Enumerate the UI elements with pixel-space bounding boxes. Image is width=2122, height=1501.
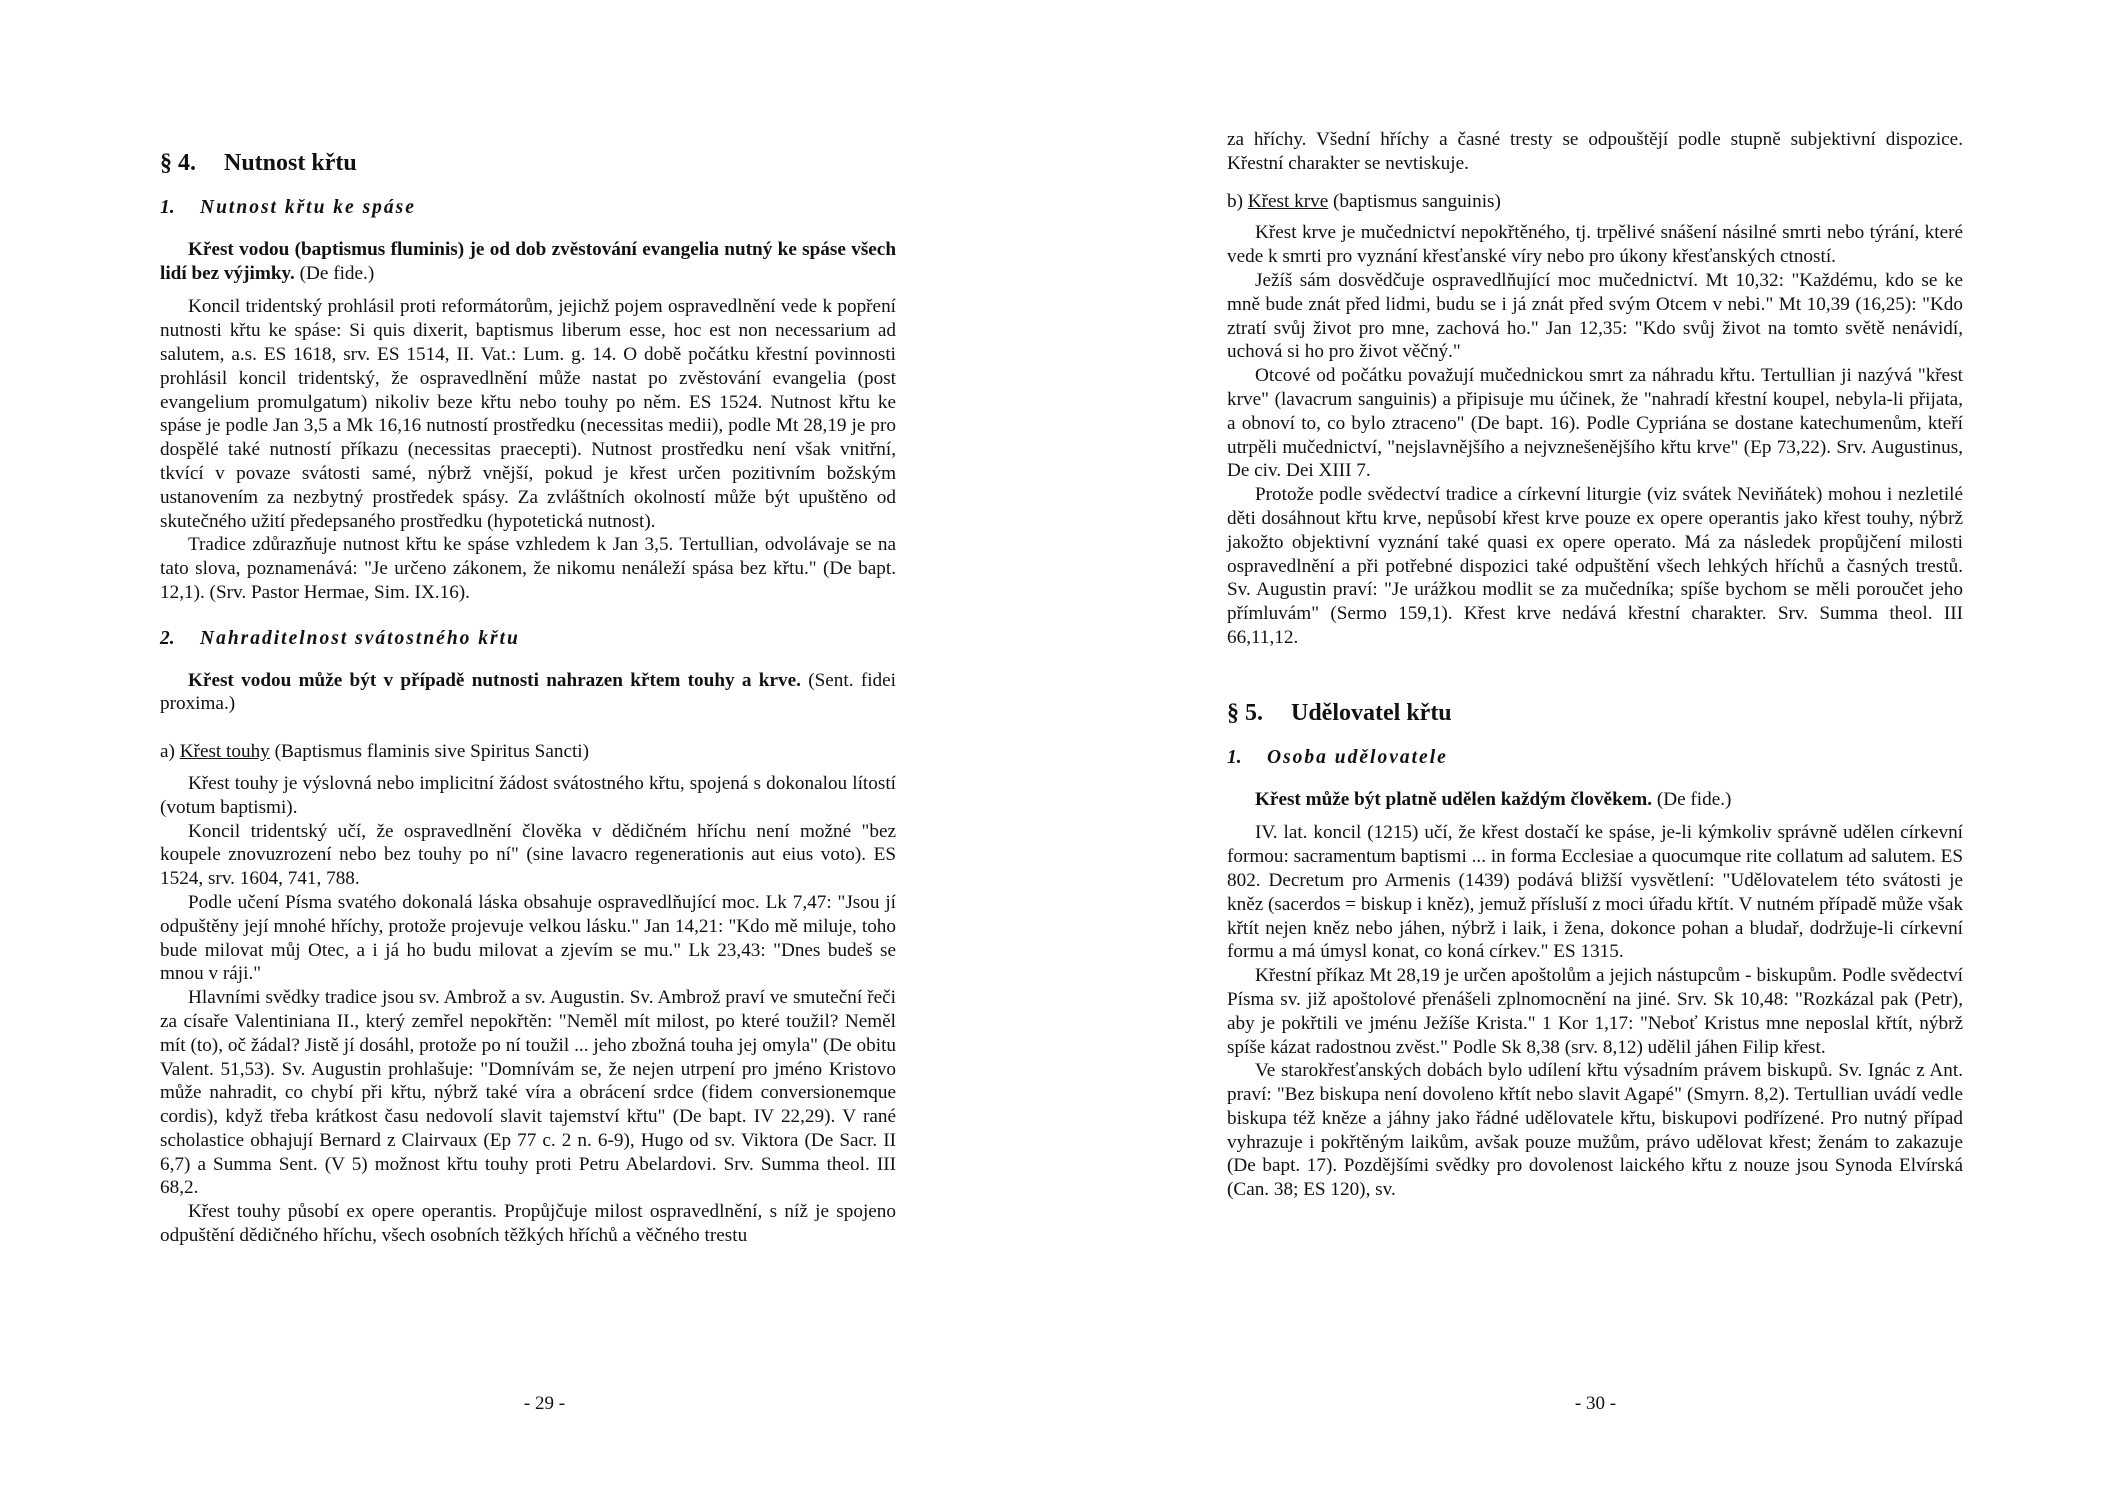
subsection-title: Nutnost křtu ke spáse bbox=[200, 197, 416, 218]
thesis-bold: Křest vodou může být v případě nutnosti nahrazen křtem touhy a krve. bbox=[188, 669, 801, 691]
item-rest: (Baptismus flaminis sive Spiritus Sancti) bbox=[269, 741, 590, 763]
thesis-statement bbox=[160, 669, 896, 717]
paragraph: Ve starokřesťanských dobách bylo udílení křtu výsadním právem biskupů. Sv. Ignác z Ant. praví: "Bez biskupa není dovoleno křtít nebo slavit Agapé" (Smyrn. 8,2). Tertullian uvádí vedle biskupa též kněze a jáhny jako řádné udělovatele křtu, biskupovi podřízené. Pro nutný případ vyhrazuje i pokřtěným laikům, avšak pouze mužům, právo udělovat křest; ženám to zakazuje (De bapt. 17). Pozdějšími svědky pro dovolenost laického křtu z nouze jsou Synoda Elvírská (Can. 38; ES 120), sv. bbox=[1227, 1060, 1963, 1201]
paragraph: Křest krve je mučednictví nepokřtěného, tj. trpělivé snášení násilné smrti nebo týrání, které vede k smrti pro vyznání křesťanské víry nebo pro úkony křesťanských ctností. bbox=[1227, 222, 1963, 268]
paragraph: Křest touhy působí ex opere operantis. Propůjčuje milost ospravedlnění, s níž je spojeno odpuštění dědičného hříchu, všech osobních těžkých hříchů a věčného trestu bbox=[160, 1201, 896, 1247]
paragraph: Křestní příkaz Mt 28,19 je určen apoštolům a jejich nástupcům - biskupům. Podle svědectví Písma sv. již apoštolové přenášeli zplnomocnění na jiné. Srv. Sk 10,48: "Rozkázal pak (Petr), aby je pokřtili ve jménu Ježíše Krista." 1 Kor 1,17: "Neboť Kristus mne neposlal křtít, nýbrž spíše kázat radostnou zvěst." Podle Sk 8,38 (srv. 8,12) udělil jáhen Filip křest. bbox=[1227, 965, 1963, 1058]
section-heading bbox=[1227, 698, 1963, 728]
thesis-bold: Křest vodou (baptismus fluminis) je od dob zvěstování evangelia nutný ke spáse všech lidí bez výjimky. bbox=[160, 238, 896, 284]
paragraph: Protože podle svědectví tradice a církevní liturgie (viz svátek Neviňátek) mohou i nezletilé děti dosáhnout křtu krve, nepůsobí křest krve pouze ex opere operantis jako křest touhy, nýbrž jakožto objektivní vyznání také quasi ex opere operato. Má za následek propůjčení milosti ospravedlnění a při potřebné dispozici také odpuštění všech lehkých hříchů a časných trestů. Sv. Augustin praví: "Je urážkou modlit se za mučedníka; spíše bychom se měli poroučet jeho přímluvám" (Sermo 159,1). Křest krve nedává křestní charakter. Srv. Summa theol. III 66,11,12. bbox=[1227, 484, 1963, 648]
subsection-number: 1. bbox=[1227, 746, 1242, 768]
right-page bbox=[1061, 0, 2122, 1501]
thesis-statement bbox=[160, 238, 896, 286]
paragraph: IV. lat. koncil (1215) učí, že křest dostačí ke spáse, je-li kýmkoliv správně udělen církevní formou: sacramentum baptismi ... in forma Ecclesiae a quocumque rite collatum ad salutem. ES 802. Decretum pro Armenis (1439) podává bližší vysvětlení: "Udělovatelem této svátosti je kněz (sacerdos = biskup i kněz), jemuž přísluší z moci úřadu křtít. V nutném případě může však křtít nejen kněz nebo jáhen, nýbrž i laik, i žena, dokonce pohan a bludař, dodržuje-li církevní formu a má úmysl konat, co koná církev." ES 1315. bbox=[1227, 822, 1963, 963]
paragraph: Tradice zdůrazňuje nutnost křtu ke spáse vzhledem k Jan 3,5. Tertullian, odvolávaje se na tato slova, poznamenává: "Je určeno zákonem, že nikomu nenáleží spása bez křtu." (De bapt. 12,1). (Srv. Pastor Hermae, Sim. IX.16). bbox=[160, 534, 896, 603]
section-number: § 5. bbox=[1227, 699, 1263, 726]
subsection-title: Nahraditelnost svátostného křtu bbox=[200, 627, 520, 649]
item-marker: a) bbox=[160, 741, 175, 763]
paragraph: Otcové od počátku považují mučednickou smrt za náhradu křtu. Tertullian ji nazývá "křest krve" (lavacrum sanguinis) a připisuje mu účinek, že "nahradí křestní koupel, nebyla-li přijata, a obnoví to, co bylo ztraceno" (De bapt. 16). Podle Cypriána se dostane katechumenům, kteří utrpěli mučednictví, "nejslavnějšího a nejvznešenějšího křtu krve" (Ep 73,22). Srv. Augustinus, De civ. Dei XIII 7. bbox=[1227, 365, 1963, 482]
paragraph: Křest touhy je výslovná nebo implicitní žádost svátostného křtu, spojená s dokonalou lítostí (votum baptismi). bbox=[160, 772, 896, 818]
thesis-note: (De fide.) bbox=[1652, 788, 1732, 810]
paragraph: Koncil tridentský prohlásil proti reformátorům, jejichž pojem ospravedlnění vede k popření nutnosti křtu ke spáse: Si quis dixerit, baptismus liberum esse, hoc est non necessarium ad salutem, a.s. ES 1618, srv. ES 1514, II. Vat.: Lum. g. 14. O době počátku křestní povinnosti prohlásil koncil tridentský, že ospravedlnění může nastat po zvěstování evangelia (post evangelium promulgatum) nikoliv beze křtu nebo touhy po něm. ES 1524. Nutnost křtu ke spáse je podle Jan 3,5 a Mk 16,16 nutností prostředku (necessitas medii), podle Mt 28,19 je pro dospělé také nutností příkazu (necessitas praecepti). Nutnost prostředku není však vnitřní, tkvící v povaze svátosti samé, nýbrž vnější, pokud je křest určen pozitivním božským ustanovením za nezbytný prostředek spásy. Za zvláštních okolností může být upuštěno od skutečného užití předepsaného prostředku (hypotetická nutnost). bbox=[160, 296, 896, 532]
subsection-heading bbox=[160, 196, 896, 220]
thesis-note: (Sent. fidei proxima.) bbox=[160, 669, 896, 715]
right-text-column bbox=[1227, 128, 1963, 1202]
item-rest: (baptismus sanguinis) bbox=[1328, 190, 1501, 212]
subsection-number: 2. bbox=[160, 627, 175, 649]
page-number: - 30 - bbox=[1574, 1393, 1617, 1414]
left-text-column bbox=[160, 148, 896, 1248]
paragraph: Hlavními svědky tradice jsou sv. Ambrož a sv. Augustin. Sv. Ambrož praví ve smuteční řeči za císaře Valentiniana II., který zemřel nepokřtěn: "Neměl mít milost, po které toužil? Neměl mít (to), oč žádal? Jistě jí dosáhl, protože po ní toužil ... jeho zbožná touha jej omyla" (De obitu Valent. 51,53). Sv. Augustin prohlašuje: "Domnívám se, že nejen utrpení pro jméno Kristovo může nahradit, co chybí při křtu, nýbrž také víra a obrácení srdce (fidem conversionemque cordis), když třeba krátkost času nedovolí slavit tajemství křtu" (De bapt. IV 22,29). V rané scholastice obhajují Bernard z Clairvaux (Ep 77 c. 2 n. 6-9), Hugo od sv. Viktora (De Sacr. II 6,7) a Summa Sent. (V 5) možnost křtu touhy proti Petru Abelardovi. Srv. Summa theol. III 68,2. bbox=[160, 987, 896, 1199]
section-title: Udělovatel křtu bbox=[1291, 699, 1452, 726]
page-number: - 29 - bbox=[523, 1393, 566, 1414]
thesis-statement bbox=[1227, 788, 1963, 812]
subsection-heading bbox=[1227, 746, 1963, 770]
item-term: Křest touhy bbox=[179, 741, 270, 763]
section-title: Nutnost křtu bbox=[224, 150, 357, 176]
thesis-bold: Křest může být platně udělen každým člověkem. bbox=[1255, 788, 1653, 810]
paragraph: Koncil tridentský učí, že ospravedlnění člověka v dědičném hříchu není možné "bez koupele znovuzrození nebo bez touhy po ní" (sine lavacro regenerationis aut eius voto). ES 1524, srv. 1604, 741, 788. bbox=[160, 820, 896, 890]
paragraph: Podle učení Písma svatého dokonalá láska obsahuje ospravedlňující moc. Lk 7,47: "Jsou jí odpuštěny její mnohé hříchy, protože projevuje velkou lásku." Jan 14,21: "Kdo mě miluje, toho bude milovat můj Otec, a i já ho budu milovat a zjevím se mu." Lk 23,43: "Dnes budeš se mnou v ráji." bbox=[160, 891, 896, 985]
thesis-note: (De fide.) bbox=[294, 262, 375, 284]
item-marker: b) bbox=[1227, 190, 1243, 212]
item-term: Křest krve bbox=[1247, 190, 1329, 212]
item-heading-b bbox=[1227, 190, 1963, 214]
section-heading bbox=[160, 148, 896, 178]
item-heading-a bbox=[160, 740, 896, 764]
continuation-paragraph: za hříchy. Všední hříchy a časné tresty se odpouštějí podle stupně subjektivní dispozice. Křestní charakter se nevtiskuje. bbox=[1227, 129, 1963, 174]
paragraph: Ježíš sám dosvědčuje ospravedlňující moc mučednictví. Mt 10,32: "Každému, kdo se ke mně bude znát před lidmi, budu se i já znát před svým Otcem v nebi." Mt 10,39 (16,25): "Kdo ztratí svůj život pro mne, zachová ho." Jan 12,35: "Kdo svůj život na tomto světě nenávidí, uchová si ho pro život věčný." bbox=[1227, 269, 1963, 363]
section-number: § 4. bbox=[160, 150, 196, 176]
subsection-title: Osoba udělovatele bbox=[1267, 746, 1448, 768]
subsection-heading bbox=[160, 627, 896, 651]
subsection-number: 1. bbox=[160, 197, 175, 218]
